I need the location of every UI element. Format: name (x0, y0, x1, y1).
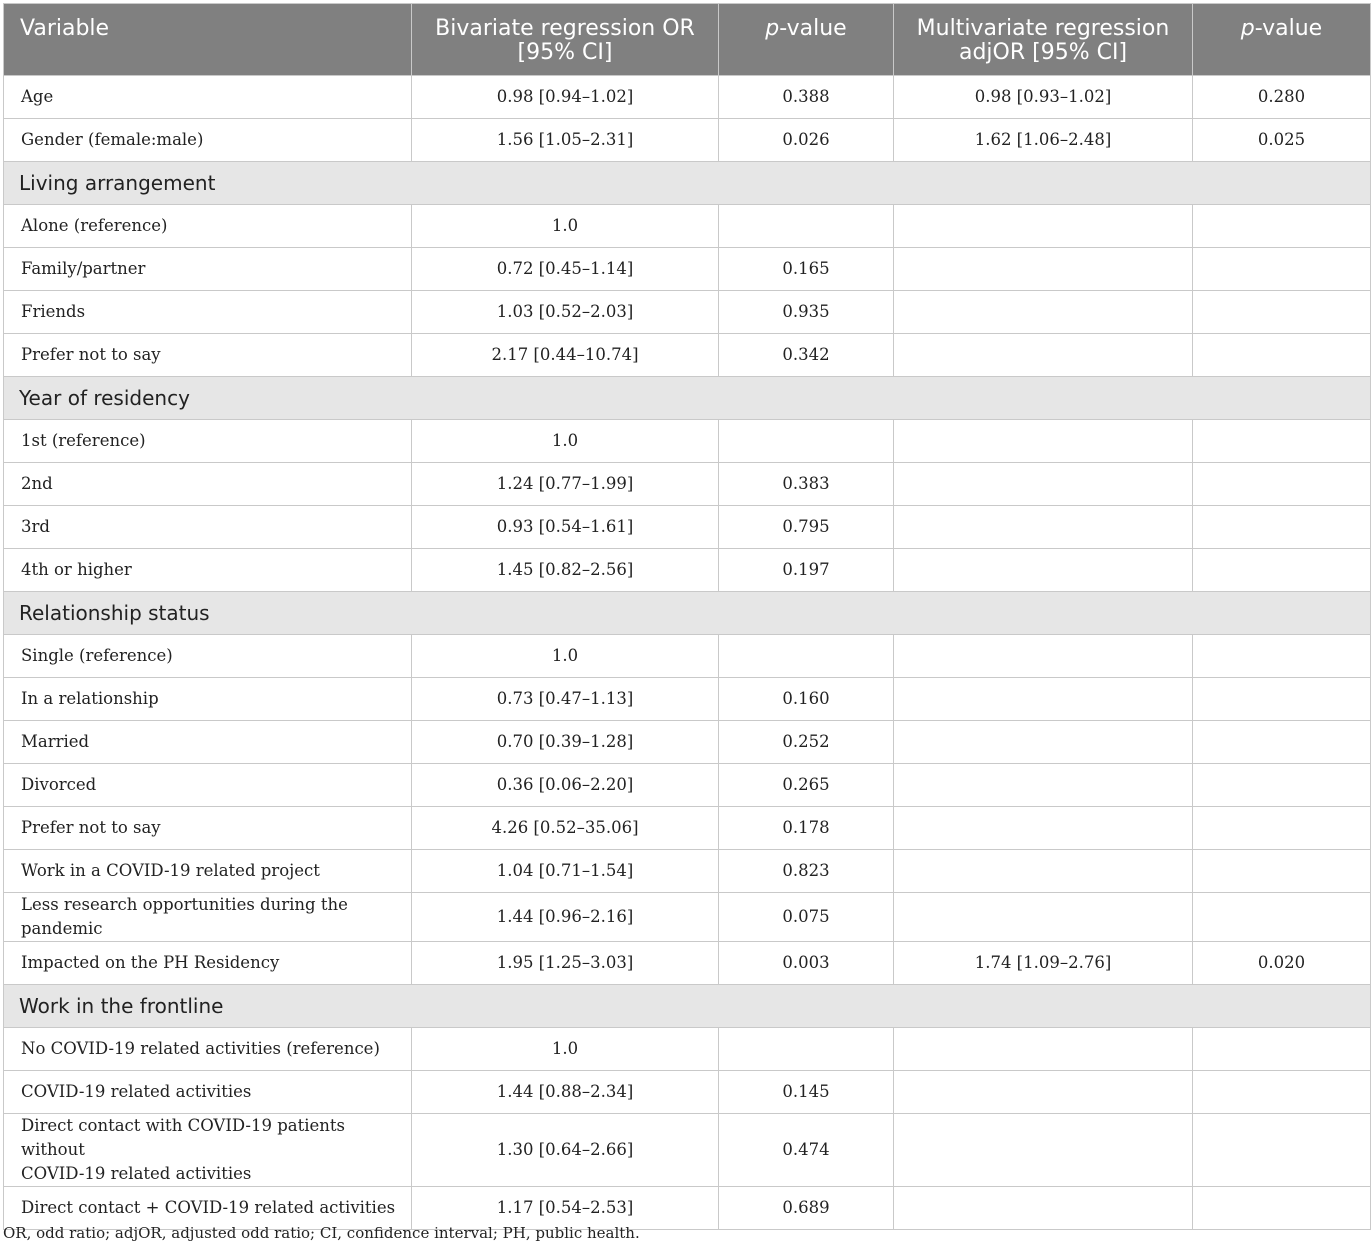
adj-p-value-cell (1193, 291, 1371, 334)
or-cell: 1.45 [0.82–2.56] (412, 549, 719, 592)
or-cell: 1.0 (412, 1028, 719, 1071)
adj-p-value-cell (1193, 463, 1371, 506)
table-row (4, 893, 1371, 942)
p-value-cell: 0.265 (719, 764, 894, 807)
or-cell: 1.17 [0.54–2.53] (412, 1187, 719, 1230)
adj-or-cell (894, 678, 1193, 721)
adj-p-value-cell (1193, 1071, 1371, 1114)
adj-p-value-cell (1193, 205, 1371, 248)
table-row (4, 1028, 1371, 1071)
variable-cell: Single (reference) (4, 635, 412, 678)
p-value-cell (719, 1028, 894, 1071)
header-p-value-bivariate: p-value (719, 4, 894, 76)
variable-cell: Gender (female:male) (4, 119, 412, 162)
p-value-cell: 0.145 (719, 1071, 894, 1114)
variable-cell: Age (4, 76, 412, 119)
adj-or-cell (894, 506, 1193, 549)
p-value-cell: 0.474 (719, 1114, 894, 1187)
p-value-cell: 0.342 (719, 334, 894, 377)
adj-p-value-cell (1193, 721, 1371, 764)
p-value-cell: 0.026 (719, 119, 894, 162)
adj-p-value-cell (1193, 248, 1371, 291)
table-row (4, 807, 1371, 850)
variable-cell: 2nd (4, 463, 412, 506)
p-value-cell: 0.075 (719, 893, 894, 942)
table-row (4, 1114, 1371, 1187)
variable-cell: Less research opportunities during the pandemic (4, 893, 412, 942)
or-cell: 0.98 [0.94–1.02] (412, 76, 719, 119)
table-row (4, 76, 1371, 119)
adj-p-value-cell (1193, 678, 1371, 721)
table-footnote: OR, odd ratio; adjOR, adjusted odd ratio; CI, confidence interval; PH, public health. (3, 1224, 640, 1242)
or-cell: 1.44 [0.88–2.34] (412, 1071, 719, 1114)
adj-or-cell (894, 420, 1193, 463)
adj-or-cell (894, 1114, 1193, 1187)
adj-p-value-cell (1193, 1114, 1371, 1187)
or-cell: 1.44 [0.96–2.16] (412, 893, 719, 942)
variable-cell: Alone (reference) (4, 205, 412, 248)
p-value-cell: 0.160 (719, 678, 894, 721)
adj-or-cell (894, 721, 1193, 764)
section-title: Living arrangement (4, 162, 1371, 205)
table-row (4, 850, 1371, 893)
header-p-value-multivariate: p-value (1193, 4, 1371, 76)
adj-p-value-cell (1193, 506, 1371, 549)
adj-or-cell (894, 248, 1193, 291)
table-row (4, 248, 1371, 291)
variable-cell: Friends (4, 291, 412, 334)
p-value-cell (719, 205, 894, 248)
adj-or-cell (894, 1187, 1193, 1230)
section-title: Work in the frontline (4, 985, 1371, 1028)
adj-p-value-cell (1193, 334, 1371, 377)
variable-cell: 1st (reference) (4, 420, 412, 463)
variable-cell: In a relationship (4, 678, 412, 721)
table-row (4, 463, 1371, 506)
variable-cell: 3rd (4, 506, 412, 549)
variable-cell: Prefer not to say (4, 807, 412, 850)
adj-p-value-cell (1193, 635, 1371, 678)
adj-or-cell (894, 205, 1193, 248)
adj-p-value-cell (1193, 1028, 1371, 1071)
table-header (4, 4, 1371, 76)
or-cell: 0.70 [0.39–1.28] (412, 721, 719, 764)
or-cell: 1.95 [1.25–3.03] (412, 942, 719, 985)
table-body (4, 76, 1371, 1230)
table-row (4, 334, 1371, 377)
table-row (4, 506, 1371, 549)
adj-or-cell (894, 291, 1193, 334)
table-row (4, 291, 1371, 334)
adj-or-cell: 1.62 [1.06–2.48] (894, 119, 1193, 162)
adj-or-cell (894, 463, 1193, 506)
adj-or-cell (894, 764, 1193, 807)
variable-cell: Direct contact + COVID-19 related activities (4, 1187, 412, 1230)
adj-or-cell: 1.74 [1.09–2.76] (894, 942, 1193, 985)
adj-or-cell (894, 549, 1193, 592)
or-cell: 1.56 [1.05–2.31] (412, 119, 719, 162)
or-cell: 0.72 [0.45–1.14] (412, 248, 719, 291)
or-cell: 2.17 [0.44–10.74] (412, 334, 719, 377)
adj-or-cell (894, 893, 1193, 942)
variable-cell: 4th or higher (4, 549, 412, 592)
p-value-cell: 0.003 (719, 942, 894, 985)
adj-or-cell (894, 334, 1193, 377)
section-title: Year of residency (4, 377, 1371, 420)
p-value-cell: 0.823 (719, 850, 894, 893)
variable-cell: COVID-19 related activities (4, 1071, 412, 1114)
regression-table (3, 3, 1371, 1230)
adj-p-value-cell (1193, 893, 1371, 942)
variable-cell: No COVID-19 related activities (reference) (4, 1028, 412, 1071)
variable-cell: Family/partner (4, 248, 412, 291)
section-header-row (4, 377, 1371, 420)
adj-p-value-cell: 0.280 (1193, 76, 1371, 119)
p-value-cell: 0.197 (719, 549, 894, 592)
adj-p-value-cell: 0.025 (1193, 119, 1371, 162)
adj-or-cell (894, 850, 1193, 893)
table-row (4, 549, 1371, 592)
p-value-cell: 0.383 (719, 463, 894, 506)
table-row (4, 764, 1371, 807)
variable-cell: Divorced (4, 764, 412, 807)
adj-or-cell (894, 635, 1193, 678)
section-title: Relationship status (4, 592, 1371, 635)
adj-p-value-cell (1193, 807, 1371, 850)
section-header-row (4, 592, 1371, 635)
or-cell: 1.30 [0.64–2.66] (412, 1114, 719, 1187)
p-value-cell: 0.252 (719, 721, 894, 764)
or-cell: 1.0 (412, 420, 719, 463)
adj-or-cell: 0.98 [0.93–1.02] (894, 76, 1193, 119)
adj-p-value-cell (1193, 764, 1371, 807)
adj-or-cell (894, 1028, 1193, 1071)
p-value-cell: 0.178 (719, 807, 894, 850)
or-cell: 1.0 (412, 635, 719, 678)
variable-cell: Impacted on the PH Residency (4, 942, 412, 985)
or-cell: 1.24 [0.77–1.99] (412, 463, 719, 506)
or-cell: 1.03 [0.52–2.03] (412, 291, 719, 334)
p-value-cell: 0.388 (719, 76, 894, 119)
table-row (4, 678, 1371, 721)
adj-p-value-cell (1193, 420, 1371, 463)
variable-cell: Work in a COVID-19 related project (4, 850, 412, 893)
variable-cell: Prefer not to say (4, 334, 412, 377)
p-value-cell: 0.795 (719, 506, 894, 549)
table-row (4, 119, 1371, 162)
p-value-cell: 0.165 (719, 248, 894, 291)
variable-cell (4, 1114, 412, 1187)
adj-p-value-cell: 0.020 (1193, 942, 1371, 985)
table-row (4, 420, 1371, 463)
section-header-row (4, 985, 1371, 1028)
p-value-cell: 0.689 (719, 1187, 894, 1230)
adj-p-value-cell (1193, 549, 1371, 592)
table-row (4, 205, 1371, 248)
table-row (4, 721, 1371, 764)
p-value-cell (719, 420, 894, 463)
variable-line: COVID-19 related activities (21, 1164, 252, 1183)
adj-p-value-cell (1193, 1187, 1371, 1230)
header-multivariate-adjor: Multivariate regression adjOR [95% CI] (894, 4, 1193, 76)
adj-p-value-cell (1193, 850, 1371, 893)
header-row (4, 4, 1371, 76)
header-bivariate-or: Bivariate regression OR [95% CI] (412, 4, 719, 76)
or-cell: 0.73 [0.47–1.13] (412, 678, 719, 721)
section-header-row (4, 162, 1371, 205)
or-cell: 0.93 [0.54–1.61] (412, 506, 719, 549)
or-cell: 0.36 [0.06–2.20] (412, 764, 719, 807)
adj-or-cell (894, 807, 1193, 850)
or-cell: 1.04 [0.71–1.54] (412, 850, 719, 893)
p-value-cell: 0.935 (719, 291, 894, 334)
table-row (4, 1071, 1371, 1114)
table-row (4, 942, 1371, 985)
header-variable: Variable (4, 4, 412, 76)
variable-cell: Married (4, 721, 412, 764)
adj-or-cell (894, 1071, 1193, 1114)
or-cell: 1.0 (412, 205, 719, 248)
table-row (4, 635, 1371, 678)
variable-line: Direct contact with COVID-19 patients without (21, 1116, 346, 1159)
p-value-cell (719, 635, 894, 678)
or-cell: 4.26 [0.52–35.06] (412, 807, 719, 850)
